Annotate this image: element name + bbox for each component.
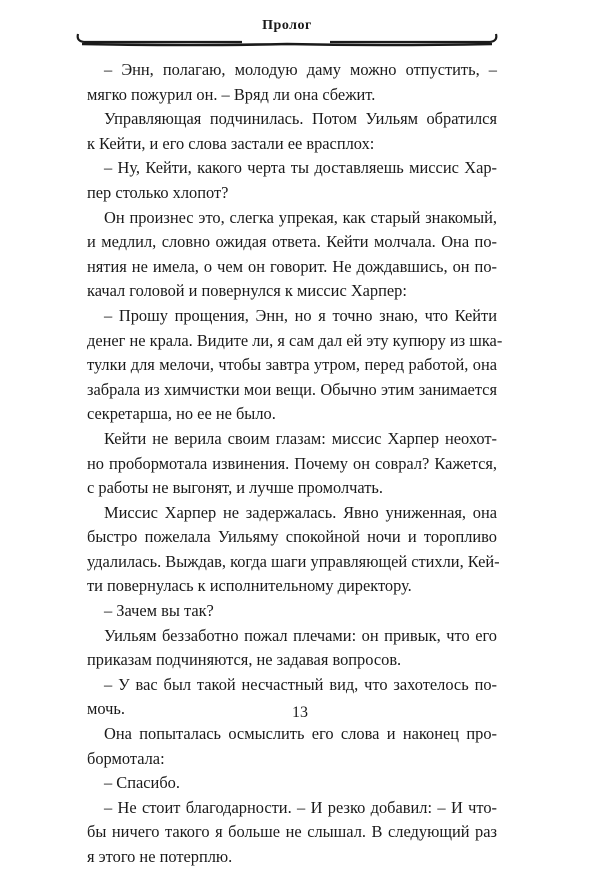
text-line: Она попыталась осмыслить его слова и наконец про- [104,724,497,744]
running-header [72,10,502,50]
text-line: – Ну, Кейти, какого черта ты доставляешь миссис Хар- [104,158,497,178]
page-number: 13 [292,704,308,721]
text-line: секретарша, но ее не было. [87,404,276,424]
text-line: Миссис Харпер не задержалась. Явно униженная, она [104,502,497,522]
text-line: нятия не имела, о чем он говорит. Не дождавшись, он по- [87,256,497,276]
text-line: приказам подчиняются, не задавая вопросов. [87,650,402,670]
text-line: денег не крала. Видите ли, я сам дал ей эту купюру из шка- [87,330,503,350]
text-line: забрала из химчистки мои вещи. Обычно этим занимается [87,379,497,399]
text-line: Уильям беззаботно пожал плечами: он привык, что его [104,625,497,645]
text-line: качал головой и повернулся к миссис Харпер: [87,281,407,301]
text-line: ти повернулась к исполнительному директору. [87,576,412,596]
body-text [87,58,503,870]
text-line: и медлил, словно ожидая ответа. Кейти молчала. Она по- [87,232,497,252]
text-line: я этого не потерплю. [87,847,233,866]
text-line: – Спасибо. [104,773,180,793]
text-line: Кейти не верила своим глазам: миссис Харпер неохот- [104,428,497,448]
chapter-title: Пролог [262,18,312,33]
text-line: бы ничего такого я больше не слышал. В следующий раз [87,822,497,842]
text-line: тулки для мелочи, чтобы завтра утром, перед работой, она [87,355,497,375]
text-line: с работы не выгонят, и лучше промолчать. [87,478,383,498]
text-line: бормотала: [87,748,165,768]
text-line: Управляющая подчинилась. Потом Уильям обратился [104,109,497,129]
text-line: к Кейти, и его слова застали ее врасплох: [87,133,375,153]
text-line: – Зачем вы так? [104,601,214,621]
text-line: мочь. [87,699,125,719]
text-line: – Энн, полагаю, молодую даму можно отпустить, – [104,60,497,79]
header-ornamental-rule [72,28,502,54]
text-line: быстро пожелала Уильяму спокойной ночи и торопливо [87,527,497,547]
text-line: – Прошу прощения, Энн, но я точно знаю, что Кейти [104,305,497,325]
text-line: удалилась. Выждав, когда шаги управляющей стихли, Кей- [87,551,500,571]
text-line: но пробормотала извинения. Почему он соврал? Кажется, [87,453,497,473]
text-line: – Не стоит благодарности. – И резко добавил: – И что- [104,797,497,817]
text-line: – У вас был такой несчастный вид, что захотелось по- [104,674,497,694]
text-line: Он произнес это, слегка упрекая, как старый знакомый, [104,207,497,227]
text-line: пер столько хлопот? [87,182,229,202]
text-line: мягко пожурил он. – Вряд ли она сбежит. [87,84,376,104]
